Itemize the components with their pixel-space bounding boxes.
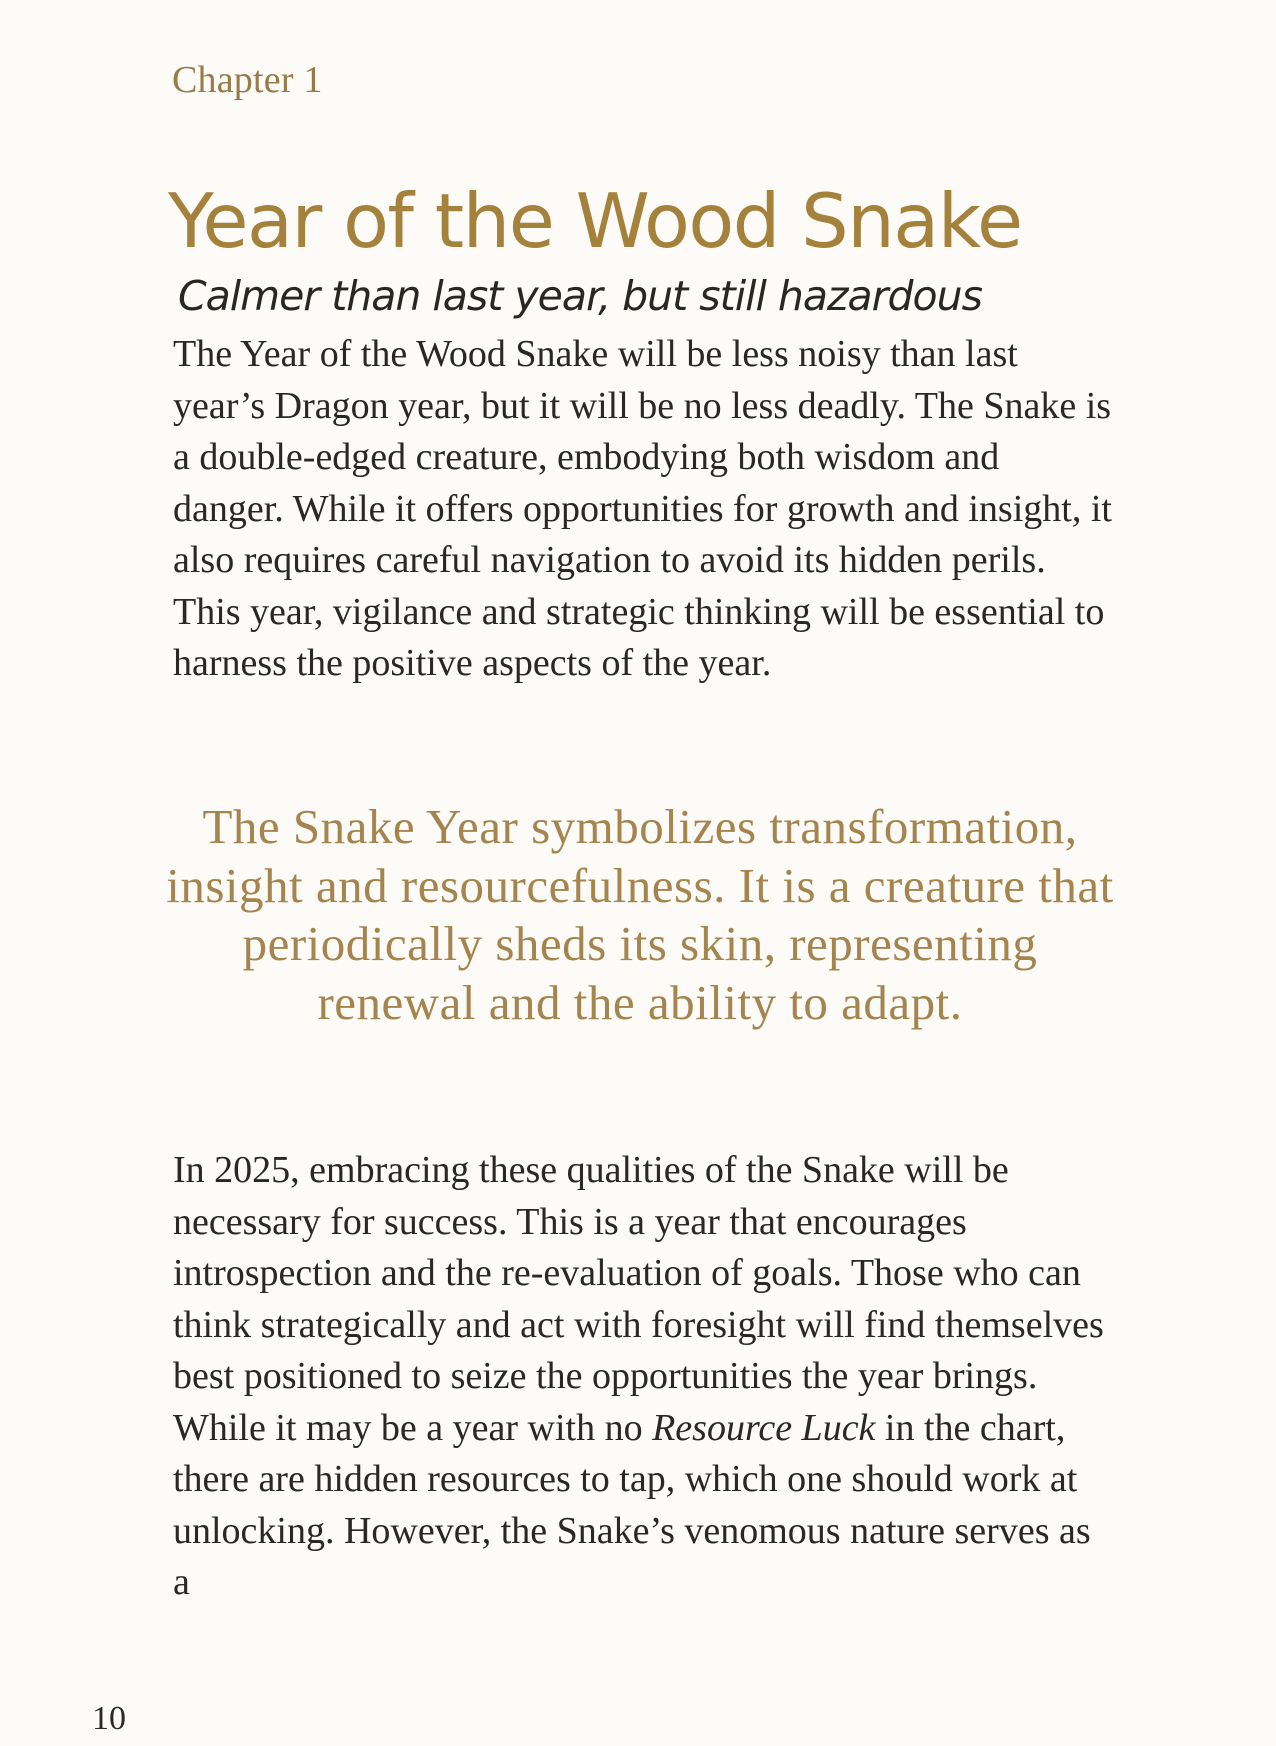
intro-paragraph: The Year of the Wood Snake will be less noisy than last year’s Dragon year, but it will be no less deadly. The Snake is a double-edged creature, embodying both wisdom and danger. While it offers opportunities for growth and insight, it also requires careful navigation to avoid its hidden perils. This year, vigilance and strategic thinking will be essential to harness the positive aspects of the year. <box>173 333 1112 684</box>
chapter-title: Year of the Wood Snake <box>168 177 1022 265</box>
chapter-label: Chapter 1 <box>172 59 323 101</box>
body-paragraph <box>173 1145 1113 1609</box>
resource-luck-term: Resource Luck <box>652 1406 876 1449</box>
page-number: 10 <box>92 1700 126 1737</box>
body-text-end: in the chart, there are hidden resources to tap, which one should work at unlocking. However, the Snake’s venomous nature serves as a <box>173 1406 1091 1603</box>
pull-quote: The Snake Year symbolizes transformation, insight and resourcefulness. It is a creature that periodically sheds its skin, representing renewal and the ability to adapt. <box>166 799 1114 1030</box>
chapter-subtitle: Calmer than last year, but still hazardous <box>178 272 982 320</box>
body-text-start: In 2025, embracing these qualities of the Snake will be necessary for success. This is a year that encourages introspection and the re-evaluation of goals. Those who can think strategically and act with foresight will find themselves best positioned to seize the opportunities the year brings. While it may be a year with no <box>173 1149 1104 1449</box>
